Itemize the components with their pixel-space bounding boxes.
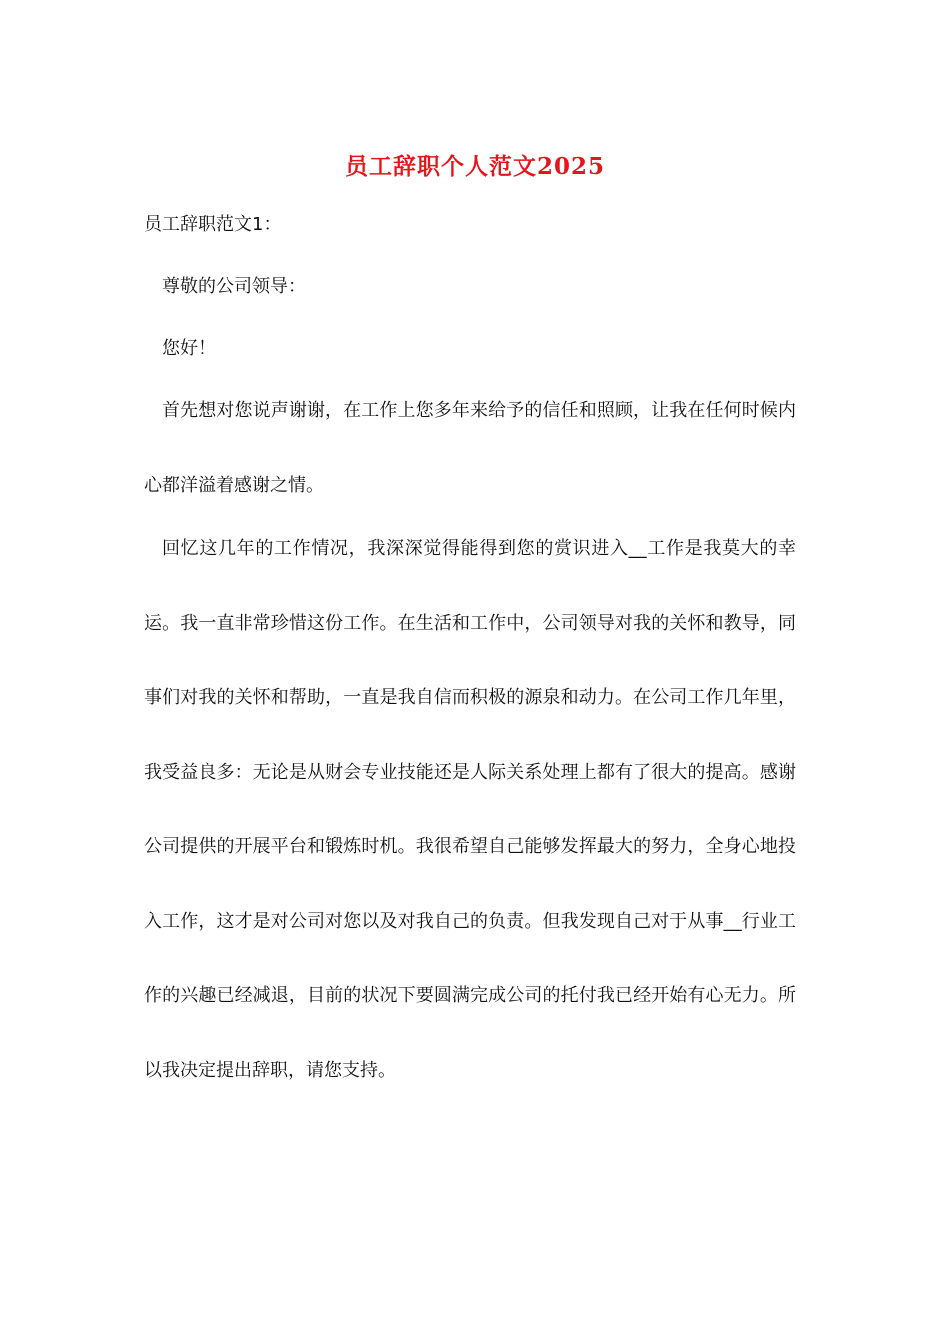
paragraph-thanks: 首先想对您说声谢谢，在工作上您多年来给予的信任和照顾，让我在任何时候内心都洋溢着感谢之情。 — [144, 400, 796, 496]
letter-heading: 员工辞职范文1： — [144, 214, 282, 235]
paragraph-reflection: 回忆这几年的工作情况，我深深觉得能得到您的赏识进入__工作是我莫大的幸运。我一直非常珍惜这份工作。在生活和工作中，公司领导对我的关怀和教导，同事们对我的关怀和帮助，一直是我自信而积极的源泉和动力。在公司工作几年里，我受益良多：无论是从财会专业技能还是人际关系处理上都有了很大的提高。感谢公司提供的开展平台和锻炼时机。我很希望自己能够发挥最大的努力，全身心地投入工作，这才是对公司对您以及对我自己的负责。但我发现自己对于从事__行业工作的兴趣已经减退，目前的状况下要圆满完成公司的托付我已经开始有心无力。所以我决定提出辞职，请您支持。 — [144, 538, 796, 1081]
salutation: 尊敬的公司领导： — [162, 276, 306, 297]
document-title: 员工辞职个人范文2025 — [344, 153, 605, 180]
greeting: 您好！ — [162, 338, 216, 359]
